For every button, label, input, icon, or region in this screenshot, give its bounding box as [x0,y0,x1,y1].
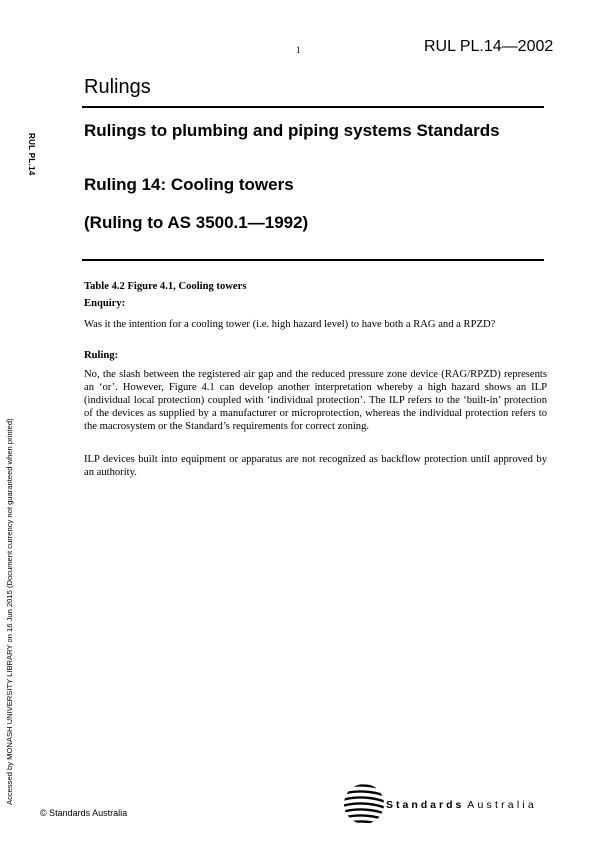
enquiry-text: Was it the intention for a cooling tower (i.e. high hazard level) to have both a RAG and a RPZD? [84,319,496,330]
access-note: Accessed by MONASH UNIVERSITY LIBRARY on 16 Jun 2015 (Document currency not guaranteed when printed) [5,418,14,805]
section-title: Rulings [84,76,151,98]
table-caption: Table 4.2 Figure 4.1, Cooling towers [84,281,247,292]
document-title: Rulings to plumbing and piping systems Standards [84,121,500,140]
ruling-label: Ruling: [84,350,119,361]
brand-wordmark [386,799,537,811]
header-divider [82,106,544,108]
document-id: RUL PL.14—2002 [424,38,554,55]
page-number: 1 [296,45,301,55]
standard-reference: (Ruling to AS 3500.1—1992) [84,213,309,232]
ruling-title: Ruling 14: Cooling towers [84,175,294,194]
enquiry-label: Enquiry: [84,298,126,309]
copyright-notice: © Standards Australia [40,808,128,818]
brand-australia: Australia [467,799,537,811]
ruling-paragraph-2: ILP devices built into equipment or apparatus are not recognized as backflow protection until approved by an authority. [84,454,547,478]
ruling-paragraph-1: No, the slash between the registered air gap and the reduced pressure zone device (RAG/RPZD) represents an ‘or’. However, Figure 4.1 can develop another interpretation whereby a high hazard shows an ILP (individual local protection) coupled with ‘individual protection’. The ILP refers to the ‘built-in’ protection of the devices as supplied by a manufacturer or microprotection, whereas the individual protection refers to the macrosystem or the Standard’s requirements for correct zoning. [84,369,547,432]
standards-australia-logo-icon [340,780,388,828]
brand-standards: Standards [386,799,465,811]
title-divider [82,259,544,261]
side-document-code: RUL PL.14 [27,133,36,176]
